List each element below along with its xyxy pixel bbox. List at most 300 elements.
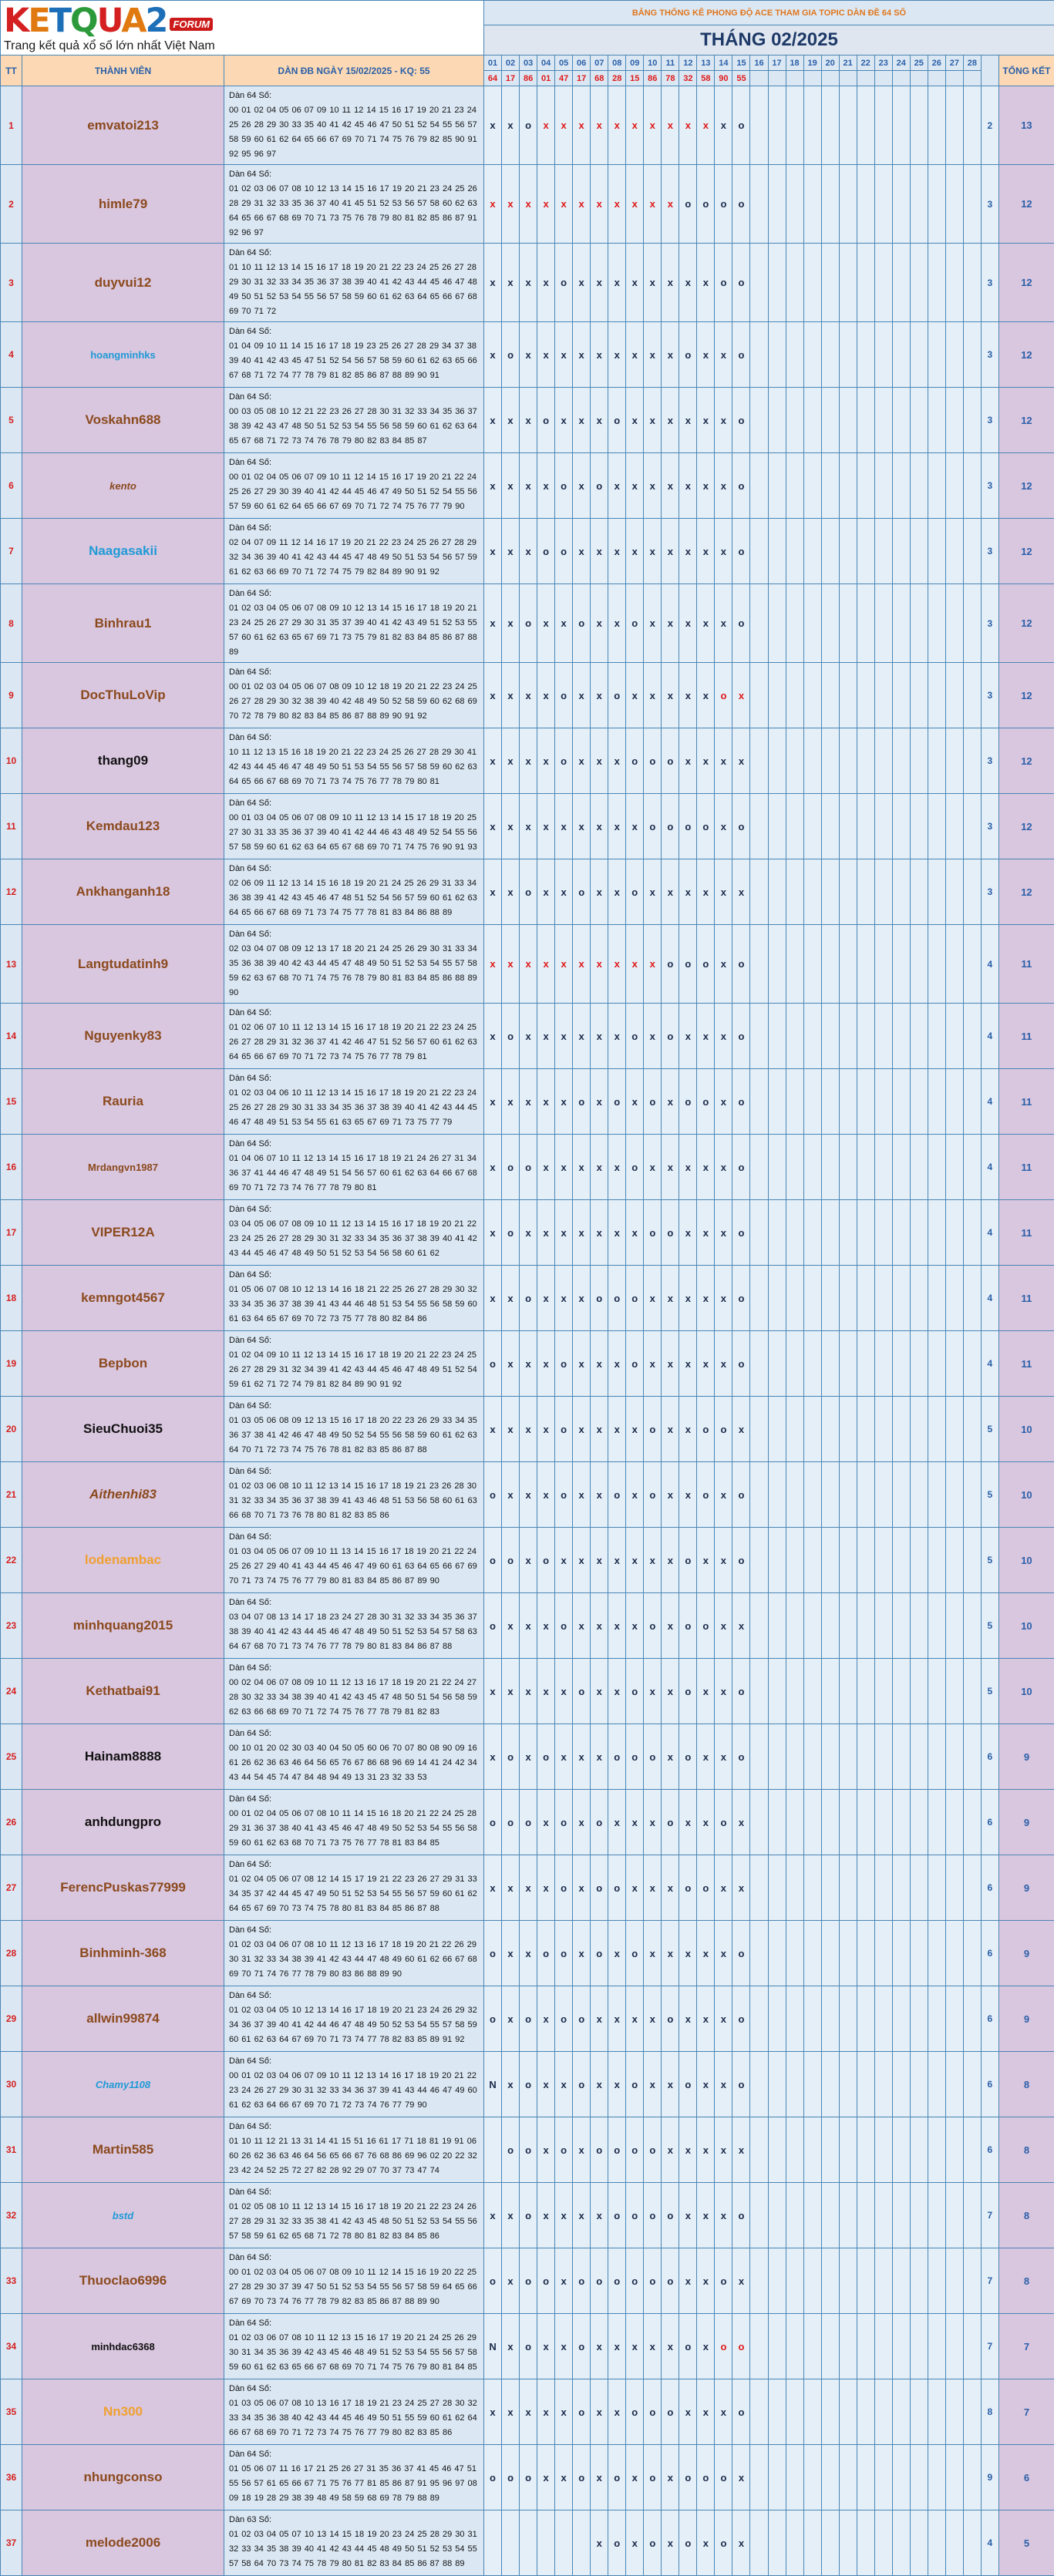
day-mark: x xyxy=(697,728,715,794)
day-mark: o xyxy=(591,1790,608,1855)
day-mark: x xyxy=(679,2183,697,2248)
day-mark xyxy=(768,86,786,165)
day-mark: o xyxy=(626,2117,644,2183)
total-score: 8 xyxy=(998,2183,1054,2248)
dan-list: 00 01 02 04 05 06 07 09 10 11 12 14 15 16 17 19 20 21 22 24 25 26 27 29 30 39 40 41 42 44 45 46 47 49 50 51 52 54 55 56 57 59 60 61 62 64 65 66 67 69 70 71 72 74 75 76 77 79 90 xyxy=(229,470,479,514)
day-mark: o xyxy=(662,1200,679,1266)
day-mark xyxy=(874,519,892,584)
day-mark: x xyxy=(626,2314,644,2379)
day-mark: x xyxy=(662,244,679,322)
day-mark: o xyxy=(484,1986,502,2052)
day-mark: o xyxy=(520,86,537,165)
day-mark xyxy=(945,2510,963,2576)
result-cell: 78 xyxy=(662,71,679,86)
day-mark: o xyxy=(502,1724,520,1790)
miss-count: 4 xyxy=(981,1004,998,1069)
day-mark: x xyxy=(644,244,662,322)
day-mark xyxy=(786,1135,803,1200)
day-mark: x xyxy=(626,1528,644,1593)
dan-label: Dàn 64 Số: xyxy=(229,390,479,405)
day-mark: x xyxy=(644,519,662,584)
day-mark xyxy=(768,453,786,519)
miss-count: 4 xyxy=(981,2510,998,2576)
day-mark xyxy=(910,2445,928,2510)
day-mark: x xyxy=(502,728,520,794)
day-mark xyxy=(963,519,981,584)
member-name[interactable]: Nn300 xyxy=(22,2379,224,2445)
day-mark: x xyxy=(555,1659,573,1724)
day-mark xyxy=(963,1659,981,1724)
member-name[interactable]: bstd xyxy=(22,2183,224,2248)
day-mark xyxy=(839,1331,857,1397)
day-mark: x xyxy=(662,1135,679,1200)
day-mark: x xyxy=(520,1593,537,1659)
day-mark xyxy=(910,1069,928,1135)
day-mark: x xyxy=(484,1855,502,1921)
day-mark xyxy=(750,1004,768,1069)
row-index: 24 xyxy=(1,1659,22,1724)
day-mark: o xyxy=(732,322,750,388)
day-mark: o xyxy=(732,1921,750,1986)
day-mark: x xyxy=(697,1986,715,2052)
member-name[interactable]: Nguyenky83 xyxy=(22,1004,224,1069)
member-name[interactable]: Rauria xyxy=(22,1069,224,1135)
day-mark: o xyxy=(732,86,750,165)
member-name[interactable]: melode2006 xyxy=(22,2510,224,2576)
day-mark: o xyxy=(484,2248,502,2314)
day-header: 06 xyxy=(573,55,591,71)
day-mark: x xyxy=(697,2183,715,2248)
day-mark xyxy=(857,2379,874,2445)
dan-label: Dàn 64 Số: xyxy=(229,89,479,103)
day-mark: o xyxy=(520,1986,537,2052)
day-mark xyxy=(874,2183,892,2248)
day-mark xyxy=(945,1004,963,1069)
day-mark: x xyxy=(484,584,502,663)
member-name[interactable]: anhdungpro xyxy=(22,1790,224,1855)
day-header: 19 xyxy=(803,55,821,71)
member-name[interactable]: Binhrau1 xyxy=(22,584,224,663)
day-mark xyxy=(945,1790,963,1855)
day-mark xyxy=(928,165,945,244)
member-name[interactable]: Chamy1108 xyxy=(22,2052,224,2117)
member-name[interactable]: Langtudatinh9 xyxy=(22,925,224,1004)
day-mark: x xyxy=(697,1921,715,1986)
dan-label: Dàn 64 Số: xyxy=(229,862,479,876)
member-name[interactable]: himle79 xyxy=(22,165,224,244)
table-row xyxy=(1,453,1054,519)
day-mark: x xyxy=(715,1659,732,1724)
day-mark: x xyxy=(537,1397,555,1462)
member-name[interactable]: Voskahn688 xyxy=(22,388,224,453)
member-name[interactable]: hoangminhks xyxy=(22,322,224,388)
table-row xyxy=(1,1659,1054,1724)
miss-count: 7 xyxy=(981,2314,998,2379)
day-mark: o xyxy=(732,2183,750,2248)
day-mark xyxy=(963,1986,981,2052)
day-mark xyxy=(857,728,874,794)
day-mark xyxy=(821,86,839,165)
day-mark: o xyxy=(537,1921,555,1986)
day-mark: o xyxy=(715,165,732,244)
dan-numbers xyxy=(224,1331,484,1397)
day-mark: o xyxy=(626,1331,644,1397)
day-mark xyxy=(892,663,910,728)
day-mark: o xyxy=(502,1004,520,1069)
result-cell: 55 xyxy=(732,71,750,86)
day-mark: x xyxy=(502,2314,520,2379)
dan-numbers xyxy=(224,2510,484,2576)
day-mark xyxy=(963,859,981,925)
day-mark xyxy=(786,1724,803,1790)
row-index: 25 xyxy=(1,1724,22,1790)
total-score: 9 xyxy=(998,1855,1054,1921)
day-mark: o xyxy=(608,2117,626,2183)
member-name[interactable]: SieuChuoi35 xyxy=(22,1397,224,1462)
day-mark: o xyxy=(732,1266,750,1331)
day-mark xyxy=(928,519,945,584)
day-mark xyxy=(803,1135,821,1200)
member-name[interactable]: Kethatbai91 xyxy=(22,1659,224,1724)
day-mark xyxy=(945,1986,963,2052)
dan-label: Dàn 64 Số: xyxy=(229,456,479,470)
day-mark xyxy=(910,2248,928,2314)
day-mark xyxy=(945,859,963,925)
day-mark: o xyxy=(732,1724,750,1790)
row-index: 23 xyxy=(1,1593,22,1659)
day-mark xyxy=(839,1528,857,1593)
dan-label: Dàn 64 Số: xyxy=(229,1989,479,2003)
day-mark: o xyxy=(662,2183,679,2248)
day-mark xyxy=(910,1986,928,2052)
day-mark: o xyxy=(662,1790,679,1855)
day-header: 25 xyxy=(910,55,928,71)
day-mark: x xyxy=(520,453,537,519)
day-mark xyxy=(892,1397,910,1462)
day-mark xyxy=(803,519,821,584)
day-mark xyxy=(892,2445,910,2510)
day-mark xyxy=(892,244,910,322)
day-mark: x xyxy=(732,728,750,794)
day-mark xyxy=(768,925,786,1004)
day-mark: x xyxy=(573,388,591,453)
member-name[interactable]: Hainam8888 xyxy=(22,1724,224,1790)
table-row xyxy=(1,663,1054,728)
day-mark xyxy=(768,2510,786,2576)
day-mark: x xyxy=(697,244,715,322)
day-mark xyxy=(945,2379,963,2445)
member-name[interactable]: Martin585 xyxy=(22,2117,224,2183)
day-mark xyxy=(803,1331,821,1397)
member-name[interactable]: FerencPuskas77999 xyxy=(22,1855,224,1921)
table-row xyxy=(1,519,1054,584)
miss-count: 3 xyxy=(981,859,998,925)
miss-count: 4 xyxy=(981,1200,998,1266)
member-name[interactable]: minhdac6368 xyxy=(22,2314,224,2379)
day-mark: x xyxy=(573,165,591,244)
day-mark: x xyxy=(591,1331,608,1397)
day-mark xyxy=(874,2117,892,2183)
day-mark xyxy=(821,859,839,925)
day-mark xyxy=(839,244,857,322)
day-mark xyxy=(945,2183,963,2248)
day-mark: o xyxy=(732,244,750,322)
day-mark: x xyxy=(520,728,537,794)
dan-list: 01 02 06 07 10 11 12 13 14 15 16 17 18 19 20 21 22 23 24 25 26 27 28 29 31 32 36 37 41 42 46 47 51 52 56 57 60 61 62 63 64 65 66 67 69 70 71 72 73 74 75 76 77 78 79 81 xyxy=(229,1021,479,1064)
day-mark: x xyxy=(502,165,520,244)
day-mark: o xyxy=(626,584,644,663)
table-row xyxy=(1,1528,1054,1593)
day-mark: x xyxy=(715,859,732,925)
miss-count: 3 xyxy=(981,794,998,859)
day-mark xyxy=(928,728,945,794)
day-mark: x xyxy=(520,1462,537,1528)
day-mark xyxy=(839,1724,857,1790)
member-name[interactable]: VIPER12A xyxy=(22,1200,224,1266)
total-score: 9 xyxy=(998,1986,1054,2052)
day-mark: x xyxy=(520,925,537,1004)
day-mark: x xyxy=(591,1200,608,1266)
miss-count: 5 xyxy=(981,1528,998,1593)
day-mark: x xyxy=(697,663,715,728)
day-mark: x xyxy=(537,1659,555,1724)
day-mark: x xyxy=(644,453,662,519)
day-mark: o xyxy=(520,1790,537,1855)
day-header: 12 xyxy=(679,55,697,71)
day-mark xyxy=(928,1135,945,1200)
member-name[interactable]: minhquang2015 xyxy=(22,1593,224,1659)
dan-list: 01 02 05 08 10 11 12 13 14 15 16 17 18 19 20 21 22 23 24 26 27 28 29 31 32 33 35 38 41 42 43 45 48 50 51 52 53 54 55 56 57 58 59 61 62 65 68 71 72 78 80 81 82 83 84 85 86 xyxy=(229,2200,479,2244)
day-mark xyxy=(857,1397,874,1462)
day-mark: x xyxy=(502,584,520,663)
row-index: 31 xyxy=(1,2117,22,2183)
day-mark xyxy=(821,322,839,388)
day-mark xyxy=(768,322,786,388)
day-mark: x xyxy=(608,453,626,519)
miss-count: 3 xyxy=(981,584,998,663)
member-name[interactable]: Naagasakii xyxy=(22,519,224,584)
day-mark: x xyxy=(626,322,644,388)
day-mark xyxy=(892,1724,910,1790)
member-name[interactable]: Mrdangvn1987 xyxy=(22,1135,224,1200)
day-mark xyxy=(803,2248,821,2314)
member-name[interactable]: kento xyxy=(22,453,224,519)
day-mark: x xyxy=(644,1855,662,1921)
logo-area[interactable] xyxy=(1,1,484,55)
day-mark xyxy=(945,1266,963,1331)
day-mark: x xyxy=(608,322,626,388)
day-mark: x xyxy=(697,2117,715,2183)
day-mark: o xyxy=(626,2052,644,2117)
day-mark: o xyxy=(573,1659,591,1724)
day-mark: o xyxy=(732,925,750,1004)
day-mark: o xyxy=(555,1986,573,2052)
day-mark: x xyxy=(644,584,662,663)
member-name[interactable]: Binhminh-368 xyxy=(22,1921,224,1986)
day-mark xyxy=(910,1331,928,1397)
day-mark: x xyxy=(644,388,662,453)
day-mark xyxy=(786,794,803,859)
day-mark xyxy=(821,1593,839,1659)
day-header: 13 xyxy=(697,55,715,71)
day-mark: x xyxy=(697,453,715,519)
day-mark: x xyxy=(697,2314,715,2379)
day-mark: x xyxy=(573,1135,591,1200)
row-index: 10 xyxy=(1,728,22,794)
day-mark xyxy=(857,519,874,584)
day-mark: o xyxy=(679,2314,697,2379)
day-mark: x xyxy=(573,1921,591,1986)
dan-list: 01 02 03 06 08 10 11 12 13 14 15 16 17 18 19 21 23 26 28 30 31 32 33 34 35 36 37 38 39 41 43 46 48 51 53 56 58 60 61 63 66 68 70 71 73 76 78 80 81 82 83 85 86 xyxy=(229,1479,479,1523)
dan-list: 00 01 02 03 04 05 06 07 08 09 10 12 18 19 20 21 22 23 24 25 26 27 28 29 30 32 38 39 40 42 48 49 50 52 58 59 60 62 68 69 70 72 78 79 80 82 83 84 85 86 87 88 89 90 91 92 xyxy=(229,680,479,724)
row-index: 2 xyxy=(1,165,22,244)
member-name[interactable]: Bepbon xyxy=(22,1331,224,1397)
total-score: 12 xyxy=(998,584,1054,663)
day-mark xyxy=(928,1593,945,1659)
day-mark: x xyxy=(591,1986,608,2052)
day-mark xyxy=(768,859,786,925)
day-mark: x xyxy=(555,859,573,925)
day-mark: x xyxy=(697,584,715,663)
day-mark xyxy=(910,728,928,794)
day-mark xyxy=(803,1724,821,1790)
day-mark xyxy=(945,453,963,519)
member-name[interactable]: duyvui12 xyxy=(22,244,224,322)
day-mark: o xyxy=(555,1921,573,1986)
day-mark: x xyxy=(608,1135,626,1200)
member-name[interactable]: lodenambac xyxy=(22,1528,224,1593)
day-mark xyxy=(750,1724,768,1790)
day-mark xyxy=(857,1135,874,1200)
day-mark xyxy=(892,794,910,859)
dan-list: 00 03 05 08 10 12 21 22 23 26 27 28 30 31 32 33 34 35 36 37 38 39 42 43 47 48 50 51 52 53 54 55 56 58 59 60 61 62 63 64 65 67 68 71 72 73 74 76 78 79 80 82 83 84 85 87 xyxy=(229,405,479,449)
day-mark xyxy=(857,2117,874,2183)
day-mark xyxy=(910,244,928,322)
member-name[interactable]: emvatoi213 xyxy=(22,86,224,165)
day-mark: x xyxy=(537,453,555,519)
day-mark: x xyxy=(555,1135,573,1200)
day-mark: o xyxy=(608,663,626,728)
day-mark xyxy=(928,453,945,519)
day-mark: x xyxy=(573,1528,591,1593)
day-mark: x xyxy=(555,86,573,165)
member-name[interactable]: nhungconso xyxy=(22,2445,224,2510)
day-header: 01 xyxy=(484,55,502,71)
day-mark: o xyxy=(715,2314,732,2379)
dan-label: Dàn 64 Số: xyxy=(229,1858,479,1872)
day-mark xyxy=(928,1004,945,1069)
member-name[interactable]: Ankhanganh18 xyxy=(22,859,224,925)
day-mark xyxy=(892,2379,910,2445)
day-mark xyxy=(803,1528,821,1593)
member-name[interactable]: Aithenhi83 xyxy=(22,1462,224,1528)
day-mark: o xyxy=(520,2445,537,2510)
day-mark: o xyxy=(555,1855,573,1921)
day-mark: x xyxy=(484,165,502,244)
day-mark xyxy=(803,1069,821,1135)
day-mark xyxy=(910,859,928,925)
day-mark: x xyxy=(520,663,537,728)
day-mark xyxy=(910,1135,928,1200)
day-mark: o xyxy=(555,728,573,794)
day-mark: o xyxy=(555,1790,573,1855)
member-name[interactable]: thang09 xyxy=(22,728,224,794)
day-mark xyxy=(945,1855,963,1921)
day-mark: x xyxy=(573,244,591,322)
day-mark: o xyxy=(697,1397,715,1462)
miss-count: 4 xyxy=(981,1331,998,1397)
day-mark: x xyxy=(715,2052,732,2117)
day-mark: x xyxy=(715,1331,732,1397)
day-mark xyxy=(874,165,892,244)
member-name[interactable]: DocThuLoVip xyxy=(22,663,224,728)
day-mark: x xyxy=(715,519,732,584)
day-mark: o xyxy=(697,165,715,244)
day-mark: x xyxy=(715,1724,732,1790)
day-mark: x xyxy=(697,1135,715,1200)
member-name[interactable]: kemngot4567 xyxy=(22,1266,224,1331)
day-mark xyxy=(768,165,786,244)
dan-label: Dàn 64 Số: xyxy=(229,2185,479,2200)
table-row xyxy=(1,1200,1054,1266)
total-score: 11 xyxy=(998,1004,1054,1069)
day-mark: x xyxy=(591,925,608,1004)
miss-count: 6 xyxy=(981,1724,998,1790)
row-index: 34 xyxy=(1,2314,22,2379)
day-mark xyxy=(910,1266,928,1331)
table-row xyxy=(1,244,1054,322)
total-score: 12 xyxy=(998,388,1054,453)
day-mark: x xyxy=(644,859,662,925)
day-mark xyxy=(928,322,945,388)
member-name[interactable]: Kemdau123 xyxy=(22,794,224,859)
day-mark: o xyxy=(520,2052,537,2117)
day-mark xyxy=(874,1724,892,1790)
day-mark: x xyxy=(715,1200,732,1266)
dan-list: 10 11 12 13 15 16 18 19 20 21 22 23 24 25 26 27 28 29 30 41 42 43 44 45 46 47 48 49 50 51 53 54 55 56 57 58 59 60 62 63 64 65 66 67 68 69 70 71 73 74 75 76 77 78 79 80 81 xyxy=(229,745,479,789)
day-mark xyxy=(874,2445,892,2510)
day-mark xyxy=(963,1593,981,1659)
member-name[interactable]: allwin99874 xyxy=(22,1986,224,2052)
day-mark: x xyxy=(520,1004,537,1069)
total-score: 12 xyxy=(998,244,1054,322)
member-name[interactable]: Thuoclao6996 xyxy=(22,2248,224,2314)
day-mark xyxy=(821,1397,839,1462)
day-mark xyxy=(892,322,910,388)
day-mark: x xyxy=(715,1462,732,1528)
day-mark: x xyxy=(626,2510,644,2576)
day-mark: x xyxy=(537,1004,555,1069)
day-mark xyxy=(857,2183,874,2248)
day-mark: o xyxy=(732,1659,750,1724)
total-score: 5 xyxy=(998,2510,1054,2576)
day-mark xyxy=(786,2445,803,2510)
day-mark xyxy=(786,2117,803,2183)
day-mark: o xyxy=(732,453,750,519)
day-mark xyxy=(821,1004,839,1069)
day-mark: x xyxy=(502,794,520,859)
day-mark: x xyxy=(555,388,573,453)
miss-count: 3 xyxy=(981,728,998,794)
result-cell xyxy=(857,71,874,86)
day-mark: x xyxy=(537,1790,555,1855)
day-mark: x xyxy=(484,1724,502,1790)
day-mark xyxy=(892,1004,910,1069)
day-mark xyxy=(857,1790,874,1855)
day-mark: x xyxy=(662,1069,679,1135)
day-mark xyxy=(874,728,892,794)
day-mark xyxy=(750,1855,768,1921)
